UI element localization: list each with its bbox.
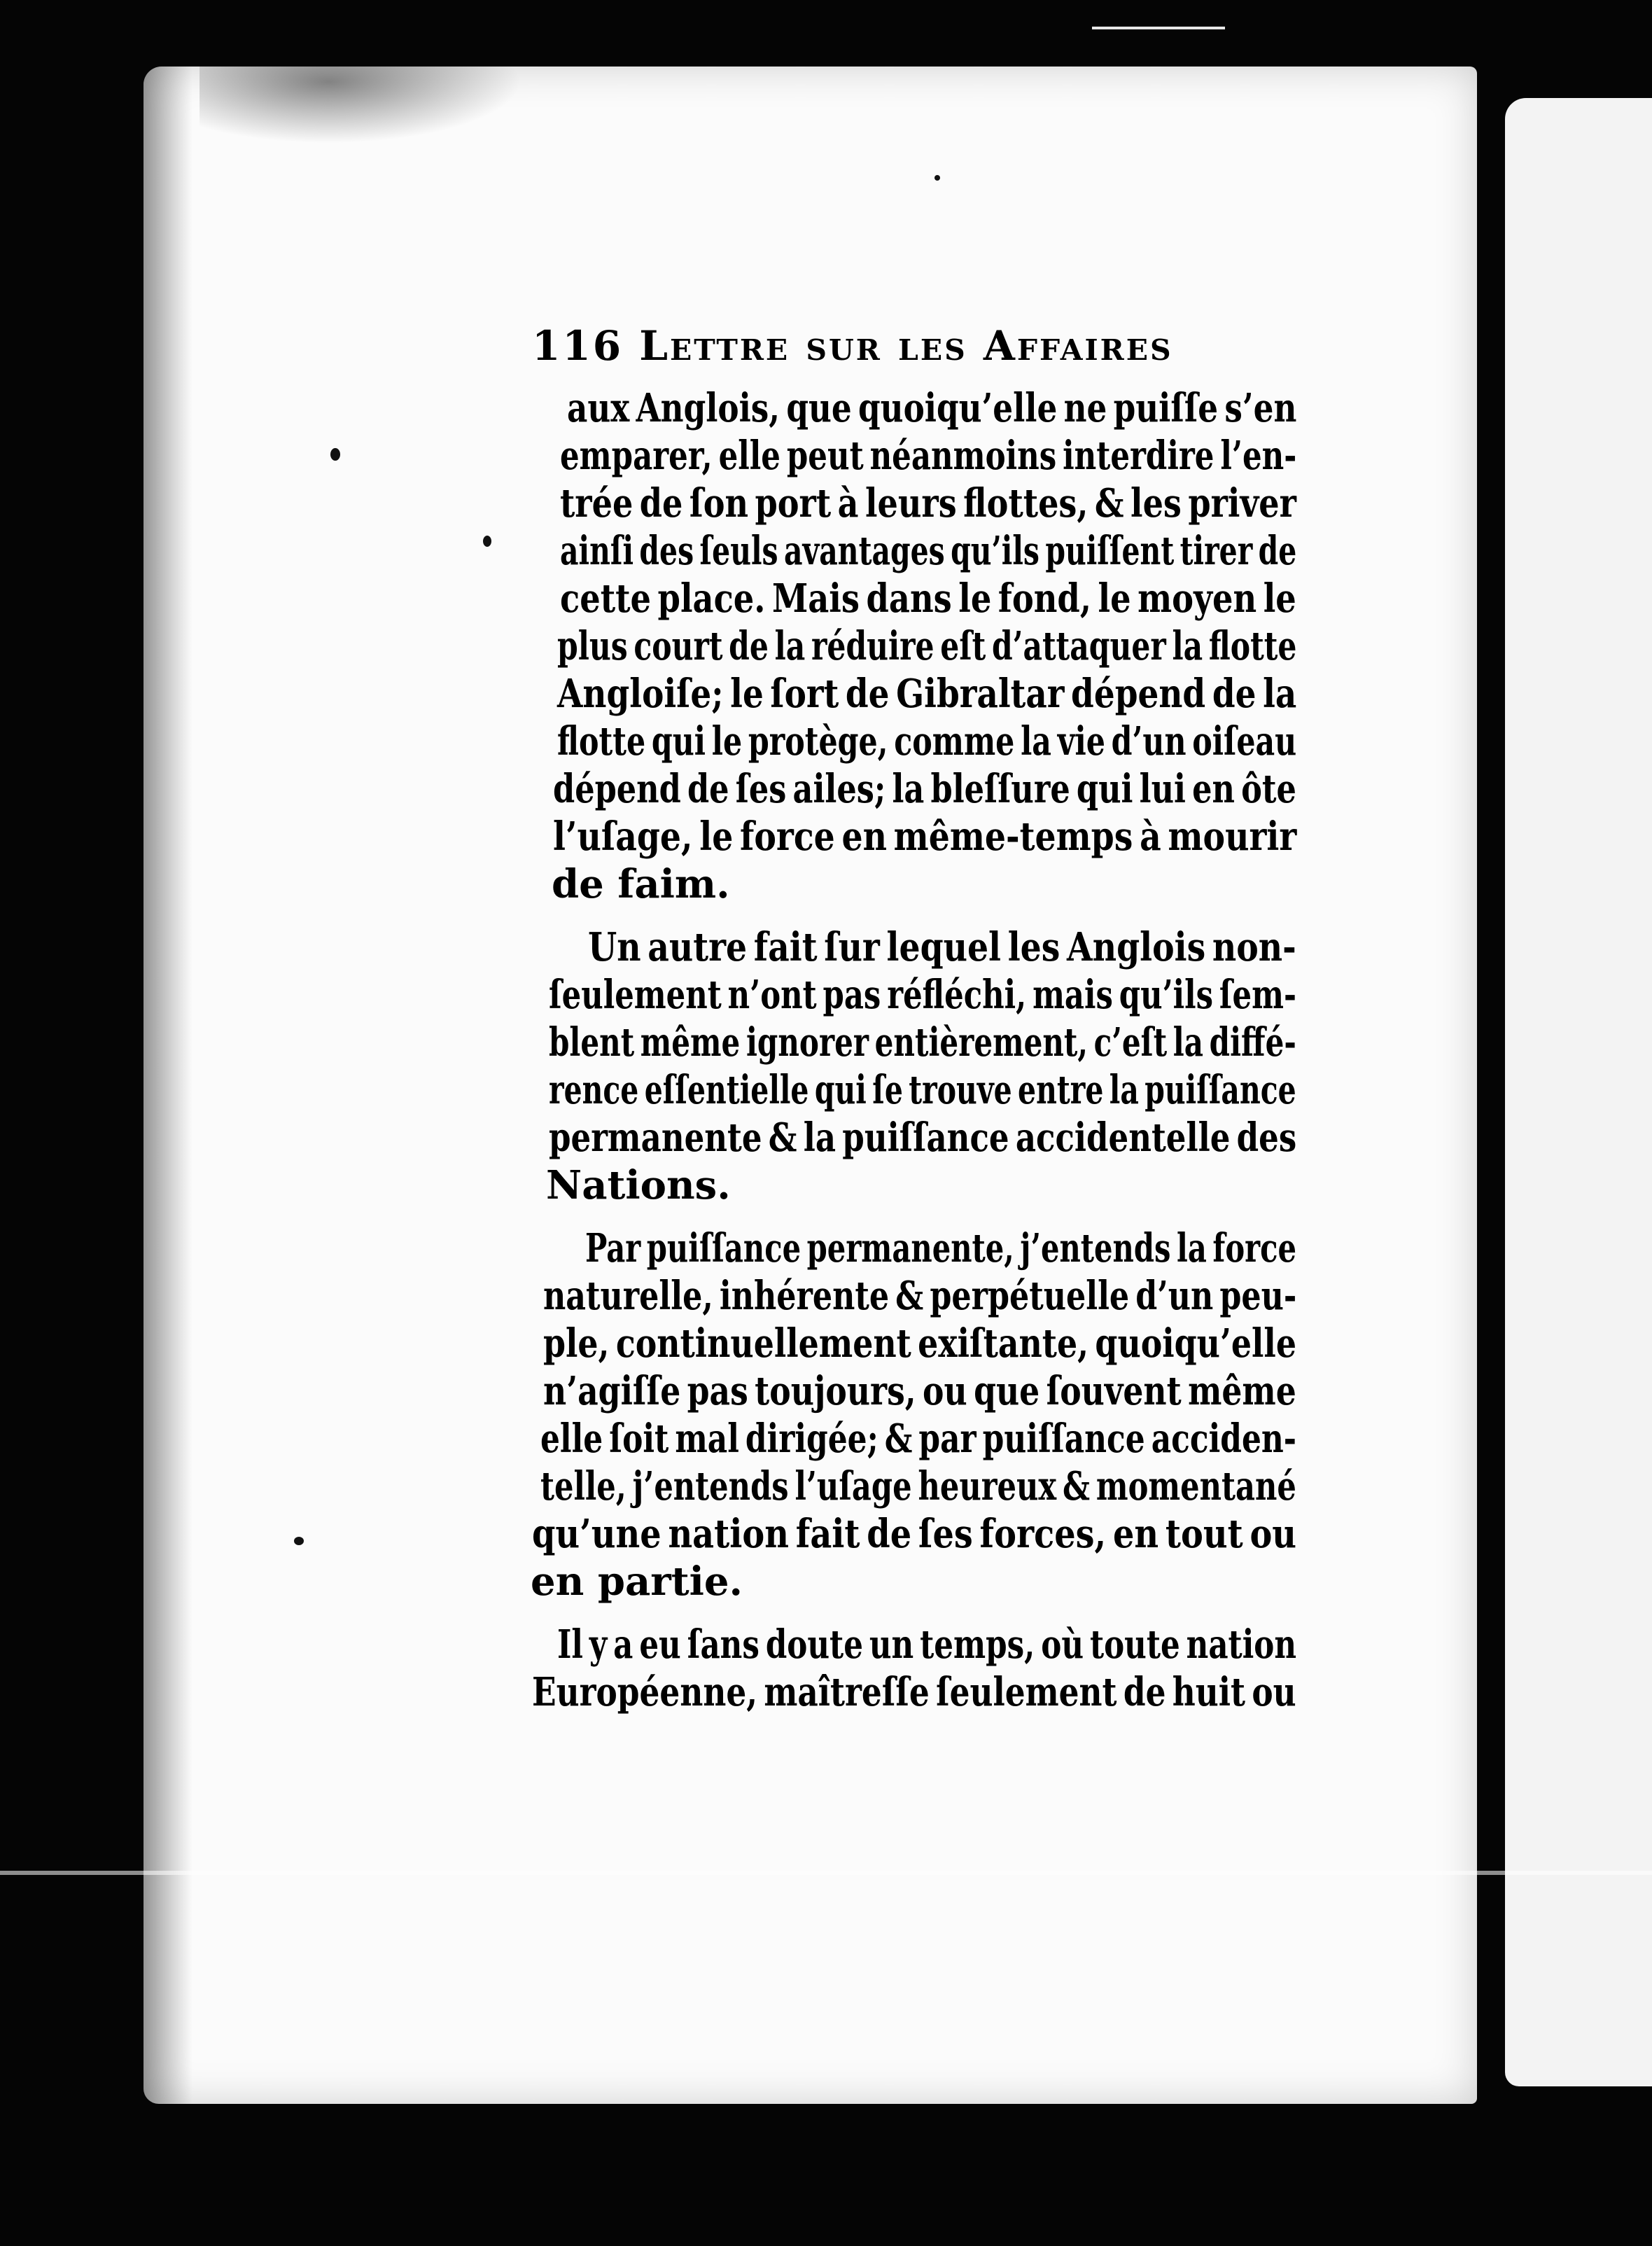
text-line: flotte qui le protège, comme la vie d’un oiſeau bbox=[557, 718, 1297, 765]
text-line: dépend de ſes ailes; la bleſſure qui lui en ôte bbox=[553, 766, 1296, 812]
text-line: Un autre fait ſur lequel les Anglois non- bbox=[588, 924, 1296, 970]
text-line: blent même ignorer entièrement, c’eſt la diffé- bbox=[549, 1019, 1296, 1066]
text-line: aux Anglois, que quoiqu’elle ne puiſſe s’en bbox=[567, 385, 1297, 431]
text-line: Européenne, maîtreſſe ſeulement de huit ou bbox=[532, 1669, 1296, 1715]
text-line: Nations. bbox=[546, 1162, 731, 1208]
text-line: de faim. bbox=[552, 861, 730, 907]
text-line: Angloiſe; le ſort de Gibraltar dépend de la bbox=[557, 671, 1297, 717]
running-head: 116 Lettre sur les Affaires bbox=[532, 322, 1173, 370]
text-line: cette place. Mais dans le fond, le moyen le bbox=[560, 576, 1296, 622]
text-line: plus court de la réduire eſt d’attaquer la flotte bbox=[557, 623, 1297, 669]
text-line: n’agiſſe pas toujours, ou que ſouvent même bbox=[543, 1368, 1296, 1414]
text-line: naturelle, inhérente & perpétuelle d’un peu- bbox=[543, 1273, 1297, 1319]
text-line: emparer, elle peut néanmoins interdire l’en- bbox=[560, 433, 1297, 479]
text-line: ple, continuellement exiſtante, quoiqu’elle bbox=[543, 1320, 1296, 1367]
text-line: en partie. bbox=[531, 1558, 743, 1605]
text-line: ſeulement n’ont pas réfléchi, mais qu’ils ſem- bbox=[549, 972, 1296, 1018]
text-line: permanente & la puiſſance accidentelle des bbox=[549, 1115, 1297, 1161]
text-line: trée de ſon port à leurs flottes, & les priver bbox=[560, 480, 1296, 526]
text-line: Par puiſſance permanente, j’entends la force bbox=[585, 1225, 1297, 1271]
text-line: l’uſage, le force en même-temps à mourir bbox=[553, 814, 1297, 860]
text-line: telle, j’entends l’uſage heureux & momentané bbox=[540, 1463, 1296, 1509]
text-line: rence eſſentielle qui ſe trouve entre la puiſſance bbox=[549, 1067, 1296, 1113]
text-line: Il y a eu ſans doute un temps, où toute nation bbox=[557, 1621, 1296, 1668]
text-line: ainſi des ſeuls avantages qu’ils puiſſent tirer de bbox=[560, 528, 1297, 574]
text-line: elle ſoit mal dirigée; & par puiſſance acciden- bbox=[540, 1416, 1297, 1462]
text-line: qu’une nation fait de ſes forces, en tout ou bbox=[532, 1511, 1297, 1557]
